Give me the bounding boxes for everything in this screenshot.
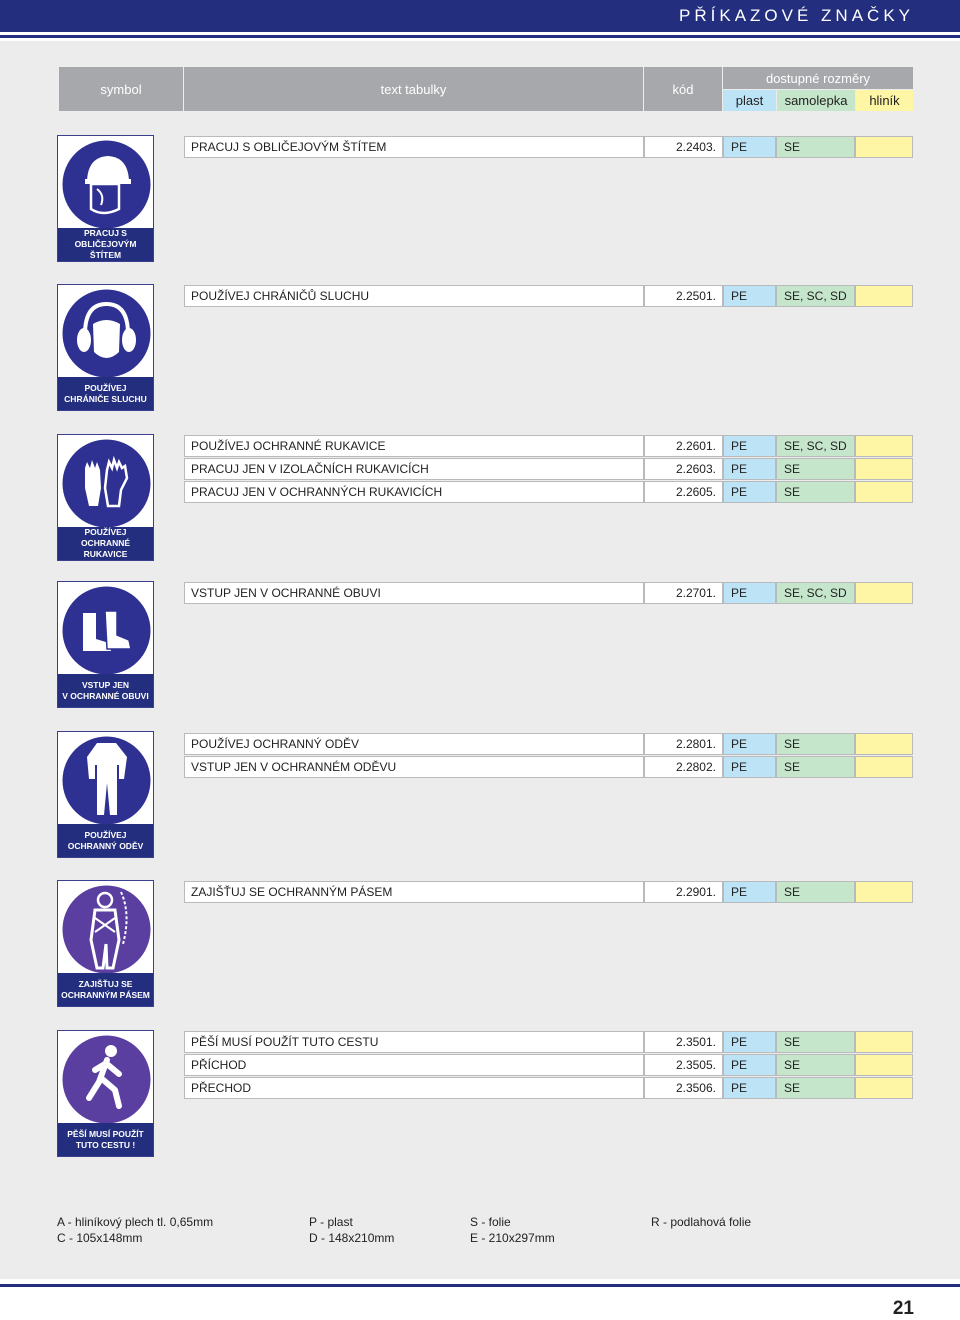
coverall-icon <box>61 735 152 826</box>
row-plast: PE <box>723 435 776 457</box>
row-plast: PE <box>723 481 776 503</box>
sign-ear-protection <box>57 284 154 411</box>
row-samolepka: SE, SC, SD <box>776 435 855 457</box>
sign-coverall <box>57 731 154 858</box>
row-hlinik <box>855 458 913 480</box>
row-plast: PE <box>723 1031 776 1053</box>
row-text: VSTUP JEN V OCHRANNÉM ODĚVU <box>184 756 644 778</box>
row-samolepka: SE <box>776 136 855 158</box>
row-hlinik <box>855 435 913 457</box>
header-sizes: dostupné rozměry <box>723 67 913 89</box>
top-rule <box>0 35 960 38</box>
row-text: ZAJIŠŤUJ SE OCHRANNÝM PÁSEM <box>184 881 644 903</box>
row-code: 2.2901. <box>644 881 723 903</box>
legend-c: C - 105x148mm <box>57 1231 143 1245</box>
header-code: kód <box>644 67 722 111</box>
row-text: POUŽÍVEJ CHRÁNIČŮ SLUCHU <box>184 285 644 307</box>
row-text: POUŽÍVEJ OCHRANNÉ RUKAVICE <box>184 435 644 457</box>
legend-e: E - 210x297mm <box>470 1231 555 1245</box>
legend-a: A - hliníkový plech tl. 0,65mm <box>57 1215 214 1229</box>
row-hlinik <box>855 1077 913 1099</box>
bottom-rule <box>0 1284 960 1287</box>
row-plast: PE <box>723 756 776 778</box>
page-number: 21 <box>892 1298 914 1319</box>
row-text: PŘECHOD <box>184 1077 644 1099</box>
row-samolepka: SE <box>776 1077 855 1099</box>
sign-label: PĚŠÍ MUSÍ POUŽÍT TUTO CESTU ! <box>58 1123 153 1156</box>
sign-pedestrian <box>57 1030 154 1157</box>
row-samolepka: SE <box>776 1054 855 1076</box>
header-text: text tabulky <box>184 67 643 111</box>
legend-s: S - folie <box>470 1215 511 1229</box>
sign-face-shield <box>57 135 154 262</box>
row-hlinik <box>855 582 913 604</box>
row-samolepka: SE <box>776 733 855 755</box>
row-samolepka: SE <box>776 458 855 480</box>
sign-label: POUŽÍVEJ OCHRANNÝ ODĚV <box>58 824 153 857</box>
row-code: 2.2605. <box>644 481 723 503</box>
row-text: POUŽÍVEJ OCHRANNÝ ODĚV <box>184 733 644 755</box>
row-samolepka: SE <box>776 881 855 903</box>
row-plast: PE <box>723 458 776 480</box>
boots-icon <box>61 585 152 676</box>
sign-label: ZAJIŠŤUJ SE OCHRANNÝM PÁSEM <box>58 973 153 1006</box>
sign-label: PRACUJ S OBLIČEJOVÝM ŠTÍTEM <box>58 228 153 261</box>
row-samolepka: SE <box>776 756 855 778</box>
row-code: 2.3506. <box>644 1077 723 1099</box>
row-hlinik <box>855 881 913 903</box>
row-hlinik <box>855 481 913 503</box>
row-text: PRACUJ JEN V IZOLAČNÍCH RUKAVICÍCH <box>184 458 644 480</box>
sign-gloves <box>57 434 154 561</box>
row-plast: PE <box>723 136 776 158</box>
header-symbol: symbol <box>59 67 183 111</box>
row-text: VSTUP JEN V OCHRANNÉ OBUVI <box>184 582 644 604</box>
legend-r: R - podlahová folie <box>651 1215 752 1229</box>
row-code: 2.2403. <box>644 136 723 158</box>
row-hlinik <box>855 733 913 755</box>
row-code: 2.2802. <box>644 756 723 778</box>
row-samolepka: SE <box>776 1031 855 1053</box>
row-hlinik <box>855 756 913 778</box>
ear-protection-icon <box>61 288 152 379</box>
row-code: 2.2601. <box>644 435 723 457</box>
row-samolepka: SE <box>776 481 855 503</box>
row-hlinik <box>855 1031 913 1053</box>
legend-d: D - 148x210mm <box>309 1231 395 1245</box>
row-code: 2.2801. <box>644 733 723 755</box>
sign-label: POUŽÍVEJ CHRÁNIČE SLUCHU <box>58 377 153 410</box>
gloves-icon <box>61 438 152 529</box>
face-shield-icon <box>61 139 152 230</box>
row-plast: PE <box>723 1054 776 1076</box>
header-hlinik: hliník <box>856 90 913 111</box>
page-title: PŘÍKAZOVÉ ZNAČKY <box>679 6 914 25</box>
sign-label: VSTUP JEN V OCHRANNÉ OBUVI <box>58 674 153 707</box>
pedestrian-icon <box>61 1034 152 1125</box>
row-code: 2.3501. <box>644 1031 723 1053</box>
sign-safety-harness <box>57 880 154 1007</box>
row-hlinik <box>855 1054 913 1076</box>
row-hlinik <box>855 285 913 307</box>
row-plast: PE <box>723 582 776 604</box>
row-text: PŘÍCHOD <box>184 1054 644 1076</box>
row-samolepka: SE, SC, SD <box>776 285 855 307</box>
row-text: PĚŠÍ MUSÍ POUŽÍT TUTO CESTU <box>184 1031 644 1053</box>
row-samolepka: SE, SC, SD <box>776 582 855 604</box>
legend-p: P - plast <box>309 1215 353 1229</box>
sign-boots <box>57 581 154 708</box>
row-plast: PE <box>723 285 776 307</box>
sign-label: POUŽÍVEJ OCHRANNÉ RUKAVICE <box>58 527 153 560</box>
row-plast: PE <box>723 1077 776 1099</box>
header-samolepka: samolepka <box>777 90 855 111</box>
row-plast: PE <box>723 881 776 903</box>
row-hlinik <box>855 136 913 158</box>
safety-harness-icon <box>61 884 152 975</box>
row-code: 2.2701. <box>644 582 723 604</box>
row-code: 2.3505. <box>644 1054 723 1076</box>
row-text: PRACUJ S OBLIČEJOVÝM ŠTÍTEM <box>184 136 644 158</box>
row-code: 2.2501. <box>644 285 723 307</box>
row-plast: PE <box>723 733 776 755</box>
row-text: PRACUJ JEN V OCHRANNÝCH RUKAVICÍCH <box>184 481 644 503</box>
header-plast: plast <box>723 90 776 111</box>
row-code: 2.2603. <box>644 458 723 480</box>
